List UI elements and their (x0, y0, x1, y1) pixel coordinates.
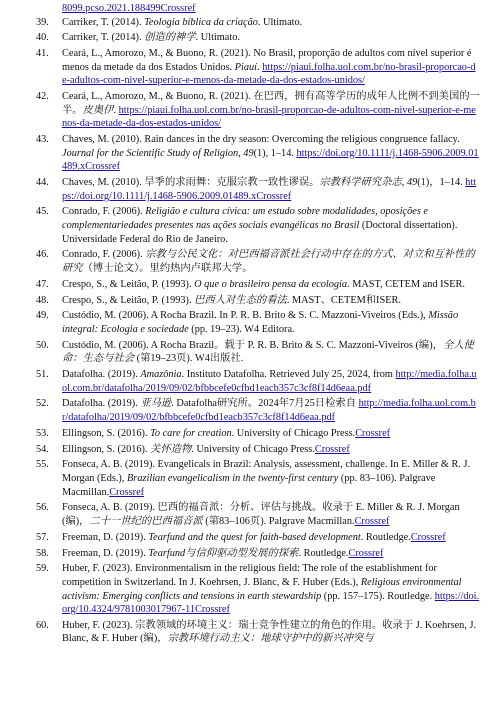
reference-text: . Routledge. (360, 531, 411, 543)
reference-text: Crespo, S., & Leitão, P. (1993). (62, 294, 195, 306)
reference-title: Religious environmental activism: Emerging conflicts and tensions in earth stewardship (62, 576, 462, 602)
reference-text: Ellingson, S. (2016). (62, 443, 151, 455)
reference-number: 45. (36, 206, 49, 218)
reference-text: Huber, F. (2023). 宗教领域的环境主义：瑞士竞争性建立的角色的作用。收录于 J. Koehrsen, J. Blanc, & F. Huber (编)， (62, 619, 477, 645)
reference-text: . Ultimato. (257, 16, 303, 28)
reference-url-link[interactable]: https://doi.org/10.1111/j.1468-5906.2009.01489.x (62, 147, 479, 173)
reference-title: To care for creation (150, 427, 232, 439)
reference-title: Tearfund与信仰驱动型发展的探索 (148, 547, 299, 559)
reference-text: Ceará, L., Amorozo, M., & Buono, R. (2021). No Brasil, proporção de adultos com nível superior é menos da metade da dos Estados Unidos. (62, 48, 472, 73)
reference-number: 48. (36, 294, 49, 306)
reference-title: 全人使命：生态与社会 (62, 339, 474, 365)
reference-text: . Datafolha研究所。2024年7月25日检索自 (171, 398, 359, 410)
crossref-link[interactable]: Crossref (195, 604, 230, 616)
reference-text: . (113, 104, 119, 116)
reference-item (36, 205, 480, 246)
reference-number: 55. (36, 459, 49, 471)
reference-title: 宗教科学研究杂志, 49 (319, 177, 418, 189)
reference-number: 39. (36, 16, 49, 28)
reference-title: 巴西人对生态的看法 (194, 294, 287, 306)
crossref-link[interactable]: Crossref (314, 443, 350, 455)
reference-text: Custódio, M. (2006). A Rocha Brazil. In P. R. B. Brito & S. C. Mazzoni-Viveiros (Eds.), (62, 310, 429, 322)
reference-url-link[interactable]: http://media.folha.uol.com.br/datafolha/2019/09/02/bfbbcefe0cfbd1eacb357c3cf8f14d6eaa.pdf (62, 398, 476, 424)
reference-item (36, 278, 480, 292)
reference-number: 42. (36, 91, 49, 103)
reference-number: 51. (36, 369, 49, 381)
reference-number: 57. (36, 531, 49, 543)
reference-title: Teologia bíblica da criação (144, 16, 258, 28)
reference-number: 41. (36, 48, 49, 60)
reference-item (36, 397, 480, 424)
reference-number: 40. (36, 32, 49, 44)
reference-text: (pp. 157–175). Routledge. (321, 590, 435, 602)
reference-url-link[interactable]: https://piaui.folha.uol.com.br/no-brasil-proporcao-de-adultos-com-nivel-superior-e-menos-da-metade-da-dos-estados-unidos/ (62, 61, 476, 87)
reference-title: 关怀造物 (150, 443, 192, 455)
reference-number: 49. (36, 310, 49, 322)
reference-text: . MAST、CETEM和ISER. (286, 294, 401, 306)
reference-title: 二十一世纪的巴西福音派 (89, 515, 203, 527)
reference-text: Freeman, D. (2019). (62, 547, 149, 559)
reference-item (36, 176, 480, 203)
reference-item (36, 31, 480, 45)
reference-number: 59. (36, 563, 49, 575)
reference-text: (Doctoral dissertation). Universidade Federal do Rio de Janeiro. (62, 220, 458, 245)
reference-number: 58. (36, 547, 49, 559)
crossref-link[interactable]: Crossref (410, 531, 446, 543)
reference-text: (pp. 19–23). W4 Editora. (188, 323, 295, 335)
reference-item (36, 619, 480, 646)
reference-text: Custódio, M. (2006). A Rocha Brazil。载于 P. R. B. Brito & S. C. Mazzoni-Viveiros (编)， (62, 339, 443, 351)
reference-url-link[interactable]: http://media.folha.uol.com.br/datafolha/2019/09/02/bfbbcefe0cfbd1eacb357c3cf8f14d6eaa.pdf (62, 369, 477, 394)
reference-title: Missão integral: Ecologia e sociedade (62, 310, 459, 335)
reference-number: 43. (36, 134, 49, 146)
reference-text: Carriker, T. (2014). (62, 32, 145, 44)
reference-item (36, 501, 480, 528)
reference-title: O que o brasileiro pensa da ecologia (194, 278, 348, 290)
crossref-link[interactable]: Crossref (355, 427, 391, 439)
reference-title: Amazônia (140, 369, 182, 381)
reference-text: (第19–23页). W4出版社. (134, 353, 244, 365)
reference-number: 54. (36, 443, 49, 455)
reference-text: . Instituto Datafolha. Retrieved July 25, 2024, from (181, 369, 396, 381)
reference-url-link[interactable]: https://doi.org/10.4324/9781003017967-11 (62, 590, 480, 616)
reference-item (36, 248, 480, 275)
reference-item (36, 458, 480, 499)
reference-text: Freeman, D. (2019). (62, 531, 149, 543)
reference-text: Conrado, F. (2006). (62, 249, 146, 261)
reference-text: Datafolha. (2019). (62, 369, 141, 381)
reference-text: Datafolha. (2019). (62, 398, 141, 410)
reference-number: 50. (36, 339, 49, 351)
reference-number: 53. (36, 427, 49, 439)
reference-text: Fonseca, A. B. (2019). Evangelicals in Brazil: Analysis, assessment, challenge. In E. Miller & R. J. Morgan (Eds.), (62, 459, 471, 484)
continued-doi-link[interactable]: 8099.pcso.2021.188499Crossref (62, 3, 196, 14)
reference-title: 宗教环境行动主义：地球守护中的新兴冲突与 (167, 633, 374, 645)
reference-item (36, 368, 480, 395)
crossref-link[interactable]: Crossref (354, 515, 390, 527)
reference-text: . University of Chicago Press. (191, 443, 315, 455)
reference-text: . (257, 61, 263, 73)
reference-item (36, 294, 480, 308)
reference-item (36, 562, 480, 616)
reference-title: 皮奥伊 (82, 104, 114, 116)
reference-text: Chaves, M. (2010). Rain dances in the dry season: Overcoming the religious congruence fallacy. (62, 134, 460, 146)
reference-title: Piauí (234, 61, 258, 73)
reference-url-link[interactable]: https://piaui.folha.uol.com.br/no-brasil-proporcao-de-adultos-com-nivel-superior-e-menos-da-metade-da-dos-estados-unidos/ (62, 104, 476, 130)
reference-text: . MAST, CETEM and ISER. (347, 278, 465, 290)
reference-text: Ellingson, S. (2016). (62, 427, 151, 439)
reference-text: Conrado, F. (2006). (62, 206, 146, 218)
reference-item (36, 16, 480, 30)
reference-item (36, 133, 480, 174)
reference-text: Carriker, T. (2014). (62, 16, 145, 28)
crossref-link[interactable]: Crossref (109, 486, 145, 498)
reference-title: 创造的神学 (144, 32, 196, 44)
reference-item (36, 427, 480, 441)
reference-text: Crespo, S., & Leitão, P. (1993). (62, 278, 195, 290)
reference-title: Religião e cultura cívica: um estudo sobre modalidades, oposições e complementariedades presentes nas ações sociais evangélicas no Brasil (62, 206, 428, 232)
reference-item (36, 47, 480, 88)
reference-text: Fonseca, A. B. (2019). 巴西的福音派：分析、评估与挑战。收录于 E. Miller & R. J. Morgan (编)， (62, 502, 460, 527)
reference-text: Ceará, L., Amorozo, M., & Buono, R. (2021). 在巴西，拥有高等学历的成年人比例不到美国的一半。 (62, 91, 480, 116)
reference-number: 56. (36, 502, 49, 514)
crossref-link[interactable]: Crossref (85, 161, 121, 173)
reference-number: 60. (36, 619, 49, 631)
reference-number: 47. (36, 278, 49, 290)
reference-title: Tearfund and the quest for faith-based development (148, 531, 361, 543)
reference-title: 亚马逊 (140, 398, 172, 410)
reference-number: 46. (36, 249, 49, 261)
reference-text: . Ultimato. (195, 32, 240, 44)
reference-text: （博士论文）。里约热内卢联邦大学。 (82, 263, 253, 274)
reference-text: (第83–106页). Palgrave Macmillan. (202, 515, 355, 527)
reference-list (36, 16, 480, 646)
reference-item (36, 443, 480, 457)
reference-item (36, 547, 480, 561)
reference-text: (1), 1–14. (253, 147, 297, 159)
reference-number: 44. (36, 177, 49, 189)
reference-text: (1)，1–14. (417, 177, 466, 189)
reference-text: (pp. 83–106). Palgrave Macmillan. (62, 473, 436, 498)
reference-title: Brazilian evangelicalism in the twenty-first century (127, 473, 339, 484)
crossref-link[interactable]: Crossref (256, 190, 292, 202)
reference-item (36, 531, 480, 545)
crossref-link[interactable]: Crossref (348, 547, 384, 559)
reference-number: 52. (36, 398, 49, 410)
reference-title: 宗教与公民文化：对巴西福音派社会行动中存在的方式、对立和互补性的研究 (62, 249, 475, 274)
reference-item (36, 339, 480, 366)
reference-text: Huber, F. (2023). Environmentalism in the religious field: The role of the establishment for competition in Switzerland. In J. Koehrsen, J. Blanc, & F. Huber (Eds.), (62, 563, 437, 588)
reference-title: Journal for the Scientific Study of Religion, 49 (62, 147, 254, 159)
reference-text: . Routledge. (298, 547, 349, 559)
reference-item (36, 309, 480, 336)
reference-url-link[interactable]: https://doi.org/10.1111/j.1468-5906.2009.01489.x (62, 177, 477, 202)
reference-item (36, 90, 480, 131)
reference-text: Chaves, M. (2010). 旱季的求雨舞：克服宗教一致性谬误。 (62, 177, 320, 189)
reference-text: . University of Chicago Press. (231, 427, 356, 439)
